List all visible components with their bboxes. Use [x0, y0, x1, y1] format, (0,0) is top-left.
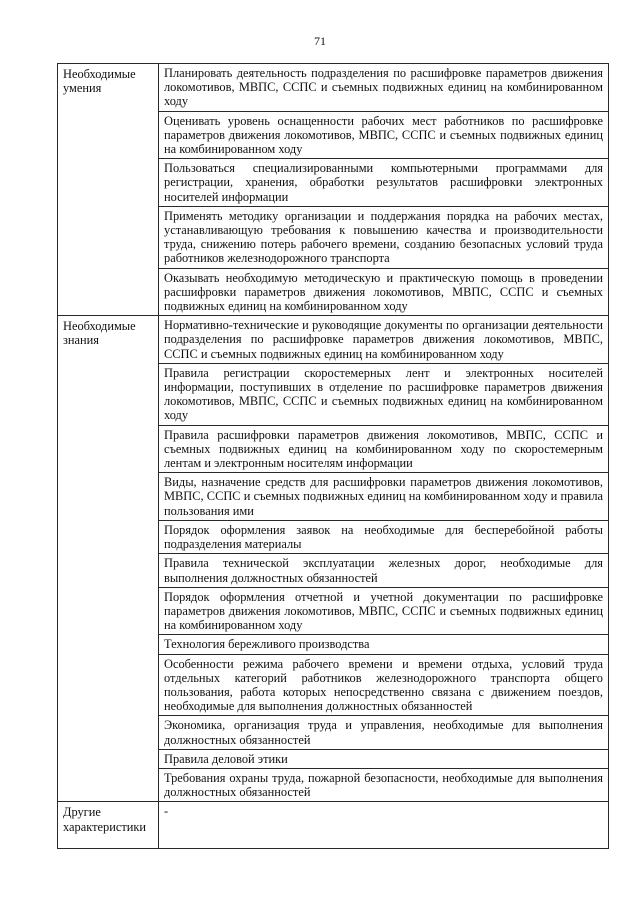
table-row	[58, 802, 609, 849]
skill-item: Оценивать уровень оснащенности рабочих мест работников по расшифровке параметров движения локомотивов, МВПС, ССПС и съемных подвижных единиц на комбинированном ходу	[159, 111, 609, 159]
section-heading-other: Другие характеристики	[58, 802, 159, 849]
knowledge-item: Правила технической эксплуатации железных дорог, необходимые для выполнения должностных обязанностей	[159, 554, 609, 587]
section-heading-skills: Необходимые умения	[58, 64, 159, 316]
knowledge-item: Требования охраны труда, пожарной безопасности, необходимые для выполнения должностных обязанностей	[159, 768, 609, 801]
skill-item: Оказывать необходимую методическую и практическую помощь в проведении расшифровки параметров движения локомотивов, МВПС, ССПС и съемных подвижных единиц на комбинированном ходу	[159, 268, 609, 316]
page-number: 71	[314, 34, 326, 48]
knowledge-item: Порядок оформления заявок на необходимые для бесперебойной работы подразделения материалы	[159, 520, 609, 553]
skill-item: Планировать деятельность подразделения по расшифровке параметров движения локомотивов, МВПС, ССПС и съемных подвижных единиц на комбинированном ходу	[159, 64, 609, 112]
knowledge-item: Экономика, организация труда и управления, необходимые для выполнения должностных обязанностей	[159, 716, 609, 749]
knowledge-item: Правила деловой этики	[159, 749, 609, 768]
table-row	[58, 64, 609, 112]
knowledge-item: Особенности режима рабочего времени и времени отдыха, условий труда отдельных категорий работников железнодорожного транспорта общего пользования, работа которых непосредственно связана с движением поездов, необходимые для выполнения должностных обязанностей	[159, 654, 609, 716]
table-row	[58, 316, 609, 364]
knowledge-item: Технология бережливого производства	[159, 635, 609, 654]
knowledge-item: Правила расшифровки параметров движения локомотивов, МВПС, ССПС и съемных подвижных единиц на комбинированном ходу по скоростемерным лентам и электронным носителям информации	[159, 425, 609, 473]
skill-item: Применять методику организации и поддержания порядка на рабочих местах, устанавливающую требования к повышению качества и производительности труда, снижению потерь рабочего времени, созданию безопасных условий труда работников железнодорожного транспорта	[159, 206, 609, 268]
knowledge-item: Нормативно-технические и руководящие документы по организации деятельности подразделения по расшифровке параметров движения локомотивов, МВПС, ССПС и съемных подвижных единиц на комбинированном ходу	[159, 316, 609, 364]
knowledge-item: Порядок оформления отчетной и учетной документации по расшифровке параметров движения локомотивов, МВПС, ССПС и съемных подвижных единиц на комбинированном ходу	[159, 587, 609, 635]
other-item: -	[159, 802, 609, 849]
knowledge-item: Правила регистрации скоростемерных лент и электронных носителей информации, поступивших в отделение по расшифровке параметров движения локомотивов, МВПС, ССПС и съемных подвижных единиц на комбинированном ходу	[159, 363, 609, 425]
skill-item: Пользоваться специализированными компьютерными программами для регистрации, хранения, обработки результатов расшифровки электронных носителей информации	[159, 159, 609, 207]
section-heading-knowledge: Необходимые знания	[58, 316, 159, 802]
competency-table	[57, 63, 609, 849]
knowledge-item: Виды, назначение средств для расшифровки параметров движения локомотивов, МВПС, ССПС и съемных подвижных единиц на комбинированном ходу и правила пользования ими	[159, 473, 609, 521]
